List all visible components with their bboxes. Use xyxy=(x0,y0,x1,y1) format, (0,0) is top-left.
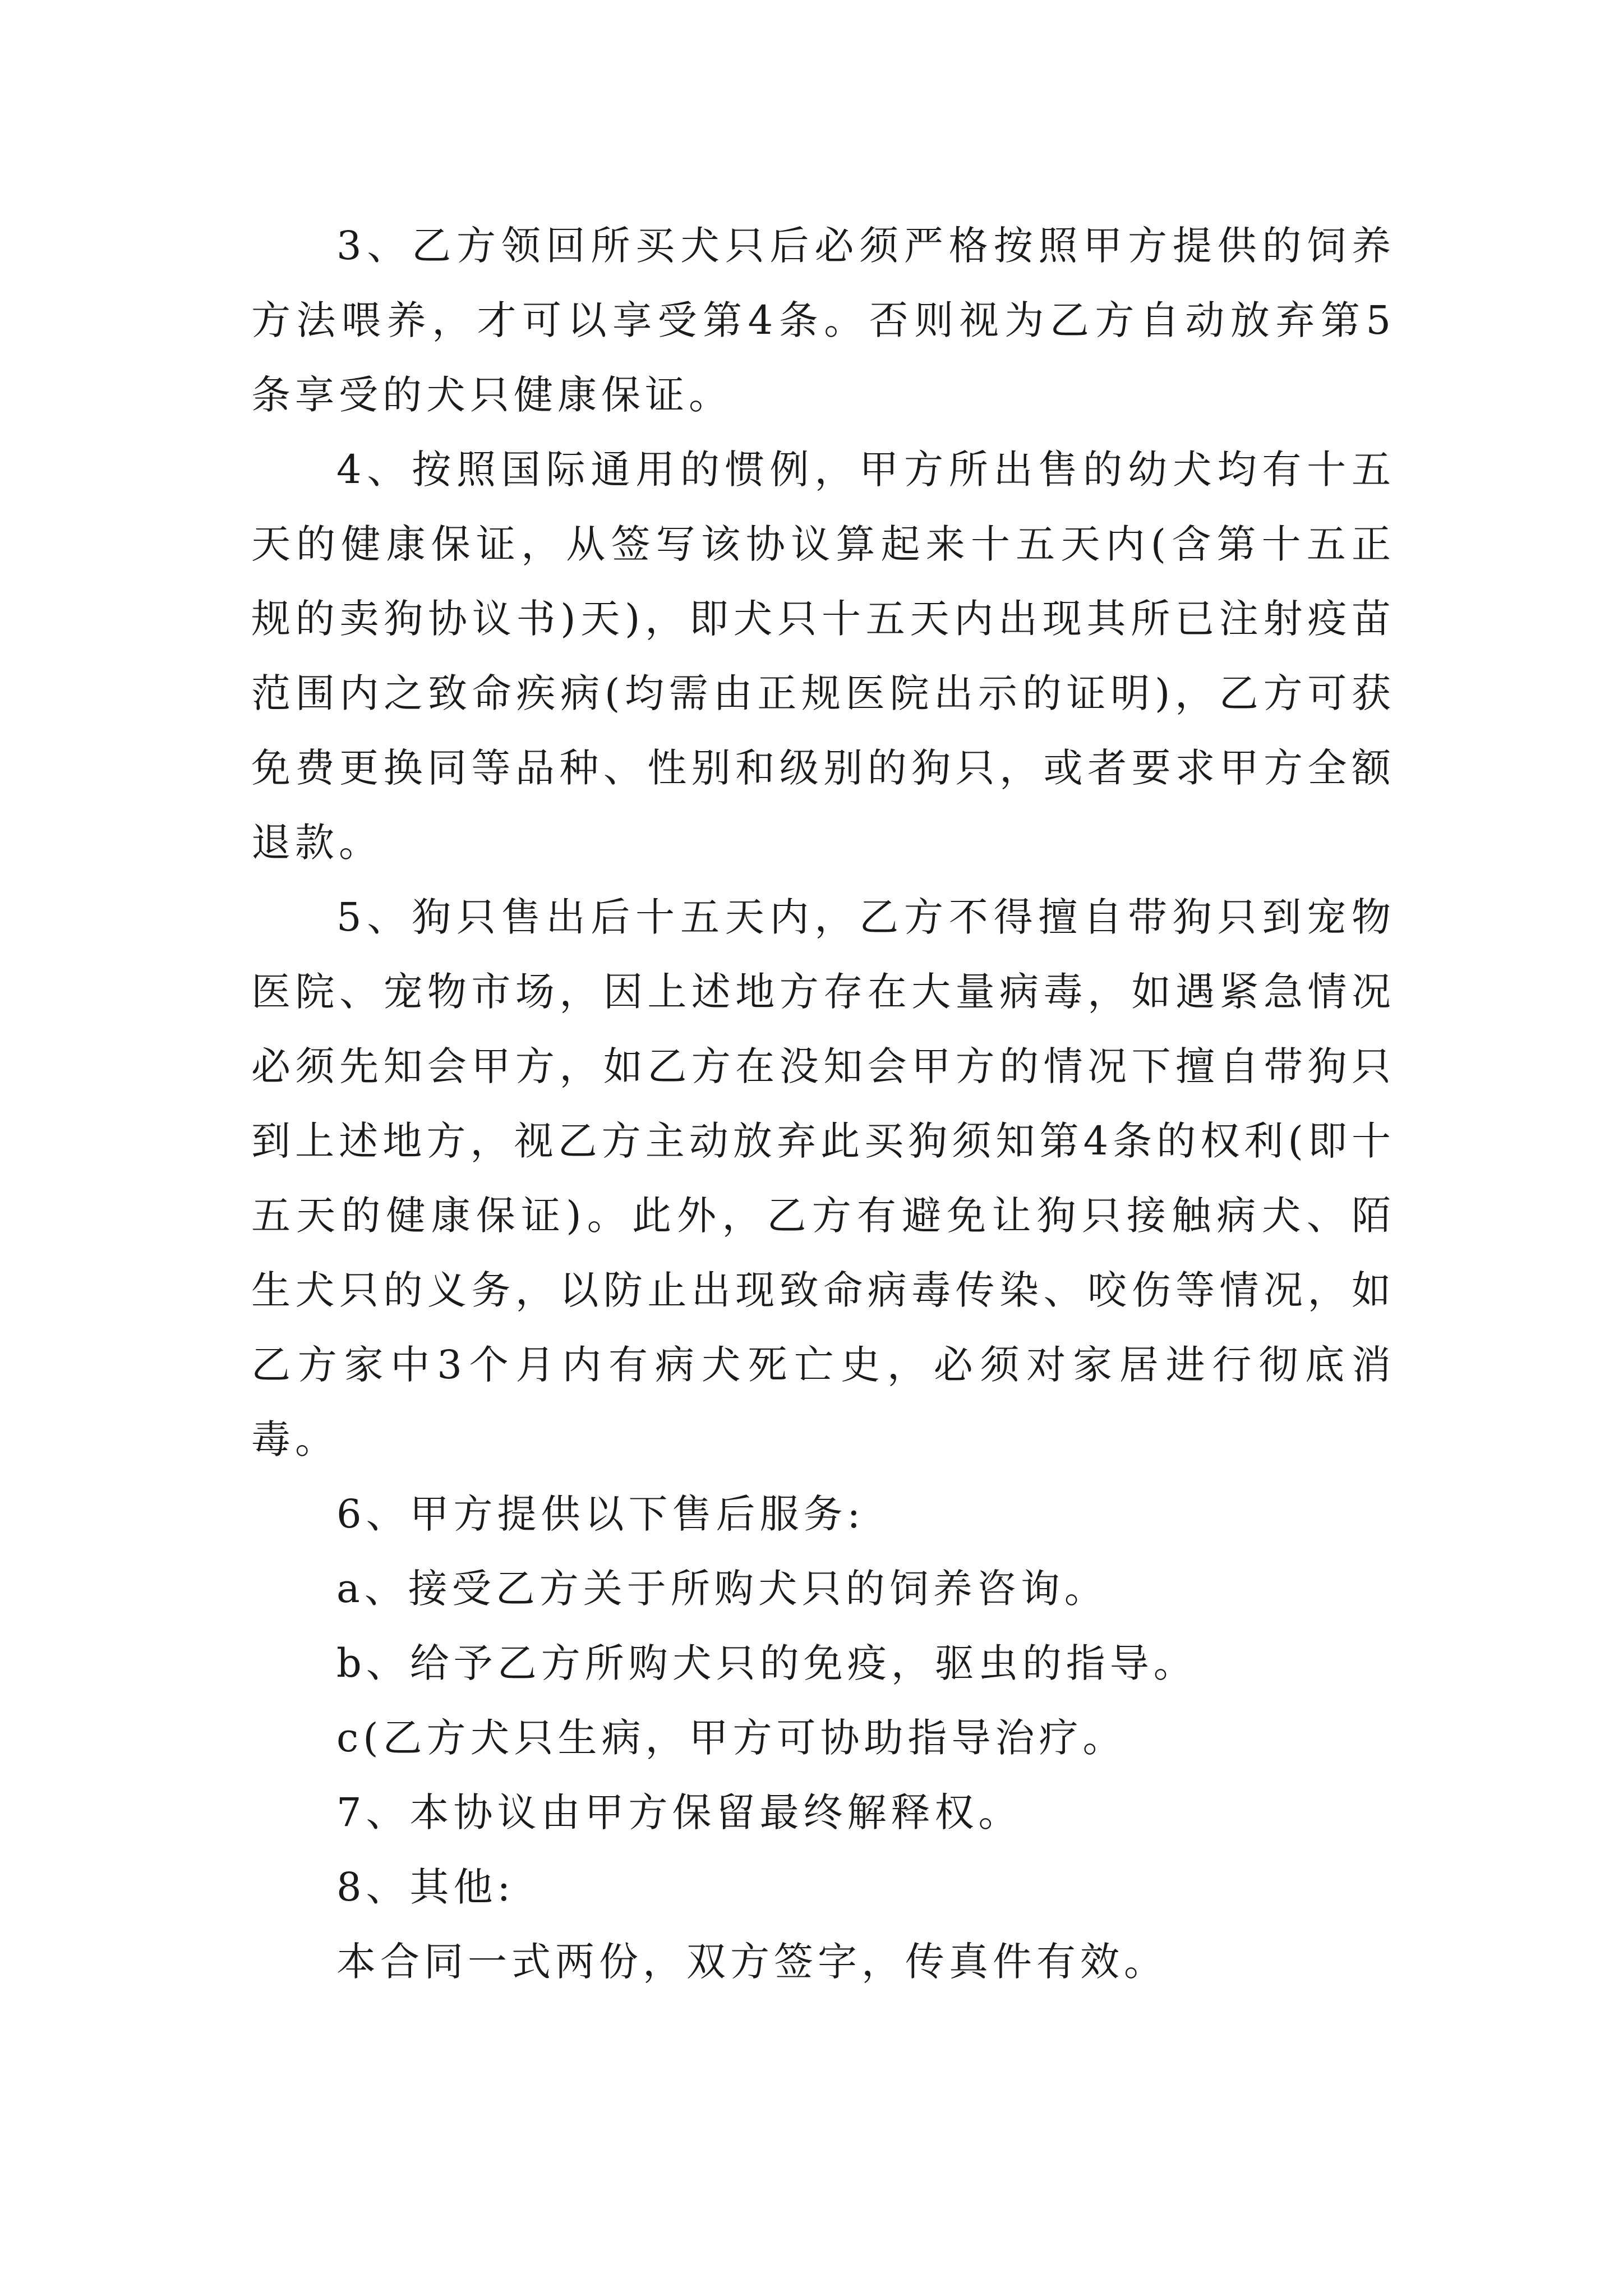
clause-7: 7、本协议由甲方保留最终解释权。 xyxy=(336,1789,1022,1835)
clause-6b: b、给予乙方所购犬只的免疫，驱虫的指导。 xyxy=(336,1640,1197,1686)
closing-statement: 本合同一式两份，双方签字，传真件有效。 xyxy=(336,1939,1168,1985)
clause-5: 5、狗只售出后十五天内，乙方不得擅自带狗只到宠物医院、宠物市场，因上述地方存在大量病毒，如遇紧急情况必须先知会甲方，如乙方在没知会甲方的情况下擅自带狗只到上述地方，视乙方主动放弃此买狗须知第4条的权利(即十五天的健康保证)。此外，乙方有避免让狗只接触病犬、陌生犬只的义务，以防止出现致命病毒传染、咬伤等情况，如乙方家中3个月内有病犬死亡史，必须对家居进行彻底消毒。 xyxy=(251,894,1395,1462)
document-body xyxy=(251,209,1395,1999)
clause-6c: c(乙方犬只生病，甲方可协助指导治疗。 xyxy=(336,1715,1127,1761)
clause-8: 8、其他: xyxy=(336,1864,515,1910)
clause-6a: a、接受乙方关于所购犬只的饲养咨询。 xyxy=(336,1566,1108,1612)
clause-4: 4、按照国际通用的惯例，甲方所出售的幼犬均有十五天的健康保证，从签写该协议算起来十五天内(含第十五正规的卖狗协议书)天)，即犬只十五天内出现其所已注射疫苗范围内之致命疾病(均需由正规医院出示的证明)，乙方可获免费更换同等品种、性别和级别的狗只，或者要求甲方全额退款。 xyxy=(251,447,1395,866)
clause-3: 3、乙方领回所买犬只后必须严格按照甲方提供的饲养方法喂养，才可以享受第4条。否则视为乙方自动放弃第5条享受的犬只健康保证。 xyxy=(251,223,1395,418)
clause-6: 6、甲方提供以下售后服务: xyxy=(336,1491,865,1537)
